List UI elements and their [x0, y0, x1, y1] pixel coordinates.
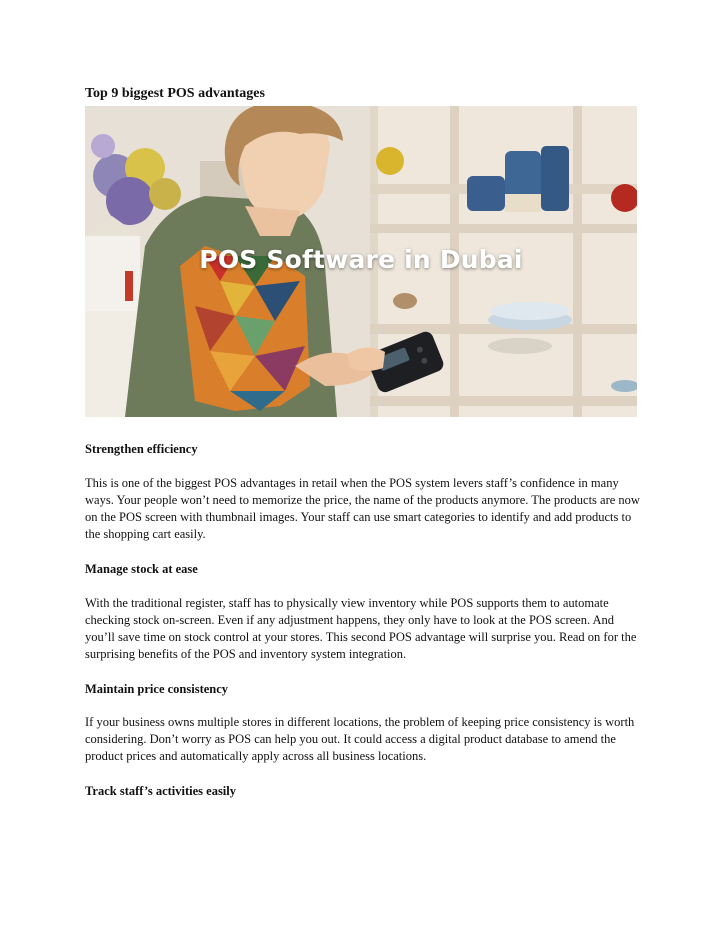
page-title: Top 9 biggest POS advantages [85, 86, 265, 101]
hero-image [85, 106, 637, 417]
section-body-stock: With the traditional register, staff has to physically view inventory while POS supports them to automate checking stock on-screen. Even if any adjustment happens, they only have to look at the POS screen. And you’ll save time on stock control at your stores. This second POS advantage will surprise you. Read on for the surprising benefits of the POS and inventory system integration. [85, 596, 637, 661]
section-body-price: If your business owns multiple stores in different locations, the problem of keeping price consistency is worth considering. Don’t worry as POS can help you out. It could access a digital product database to amend the product prices and automatically apply across all business locations. [85, 715, 635, 763]
section-heading-staff: Track staff’s activities easily [85, 784, 237, 798]
section-body-efficiency: This is one of the biggest POS advantages in retail when the POS system levers staff’s confidence in many ways. Your people won’t need to memorize the price, the name of the products anymore. The products are now on the POS screen with thumbnail images. Your staff can use smart categories to identify and add products to the shopping cart easily. [85, 476, 640, 541]
section-heading-price: Maintain price consistency [85, 682, 229, 696]
section-heading-stock: Manage stock at ease [85, 562, 198, 576]
hero-overlay-text: POS Software in Dubai [199, 245, 523, 274]
section-heading-efficiency: Strengthen efficiency [85, 442, 198, 456]
